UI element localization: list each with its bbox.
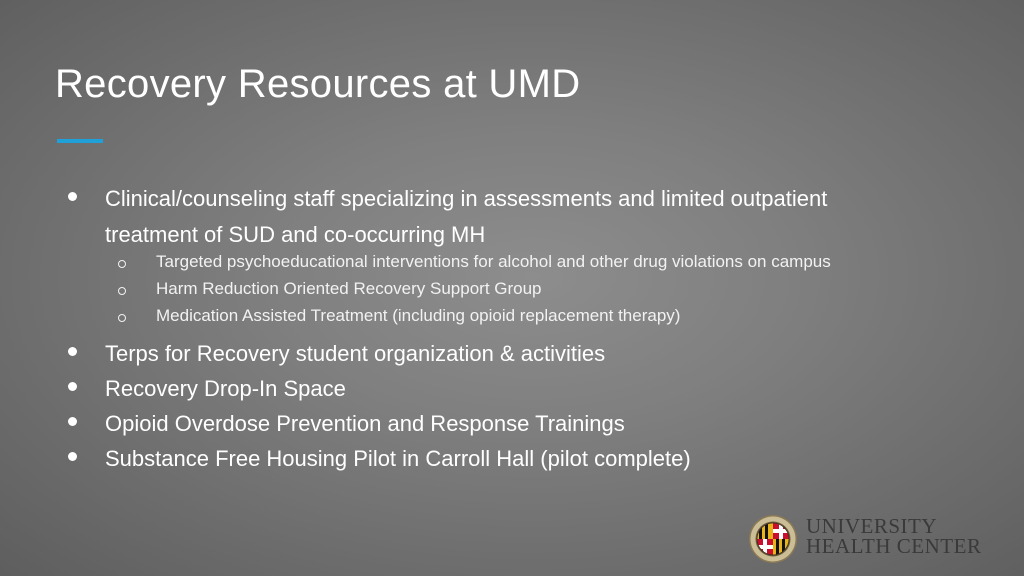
hollow-bullet-icon [118, 260, 126, 268]
hollow-bullet-icon [118, 287, 126, 295]
bullet-text: Opioid Overdose Prevention and Response Trainings [105, 411, 625, 436]
logo-wordmark [806, 516, 981, 556]
logo-line-health-center: HEALTH CENTER [806, 534, 982, 558]
university-health-center-logo [748, 510, 998, 564]
sub-bullet-text: Medication Assisted Treatment (including opioid replacement therapy) [156, 306, 681, 325]
bullet-text: Clinical/counseling staff specializing in assessments and limited outpatient [105, 186, 828, 211]
bullet-dot-icon [68, 347, 77, 356]
bullet-text: Recovery Drop-In Space [105, 376, 346, 401]
bullet-text-continued: treatment of SUD and co-occurring MH [105, 222, 486, 247]
logo-line-university: UNIVERSITY [806, 514, 937, 538]
hollow-bullet-icon [118, 314, 126, 322]
slide-title: Recovery Resources at UMD [55, 62, 581, 106]
bullet-text: Substance Free Housing Pilot in Carroll Hall (pilot complete) [105, 446, 691, 471]
bullet-text: Terps for Recovery student organization & activities [105, 341, 606, 366]
umd-seal-icon [748, 514, 798, 564]
bullet-dot-icon [68, 382, 77, 391]
sub-bullet-text: Harm Reduction Oriented Recovery Support Group [156, 279, 542, 298]
sub-bullet-text: Targeted psychoeducational interventions for alcohol and other drug violations on campus [156, 252, 831, 271]
bullet-dot-icon [68, 417, 77, 426]
bullet-dot-icon [68, 452, 77, 461]
bullet-dot-icon [68, 192, 77, 201]
